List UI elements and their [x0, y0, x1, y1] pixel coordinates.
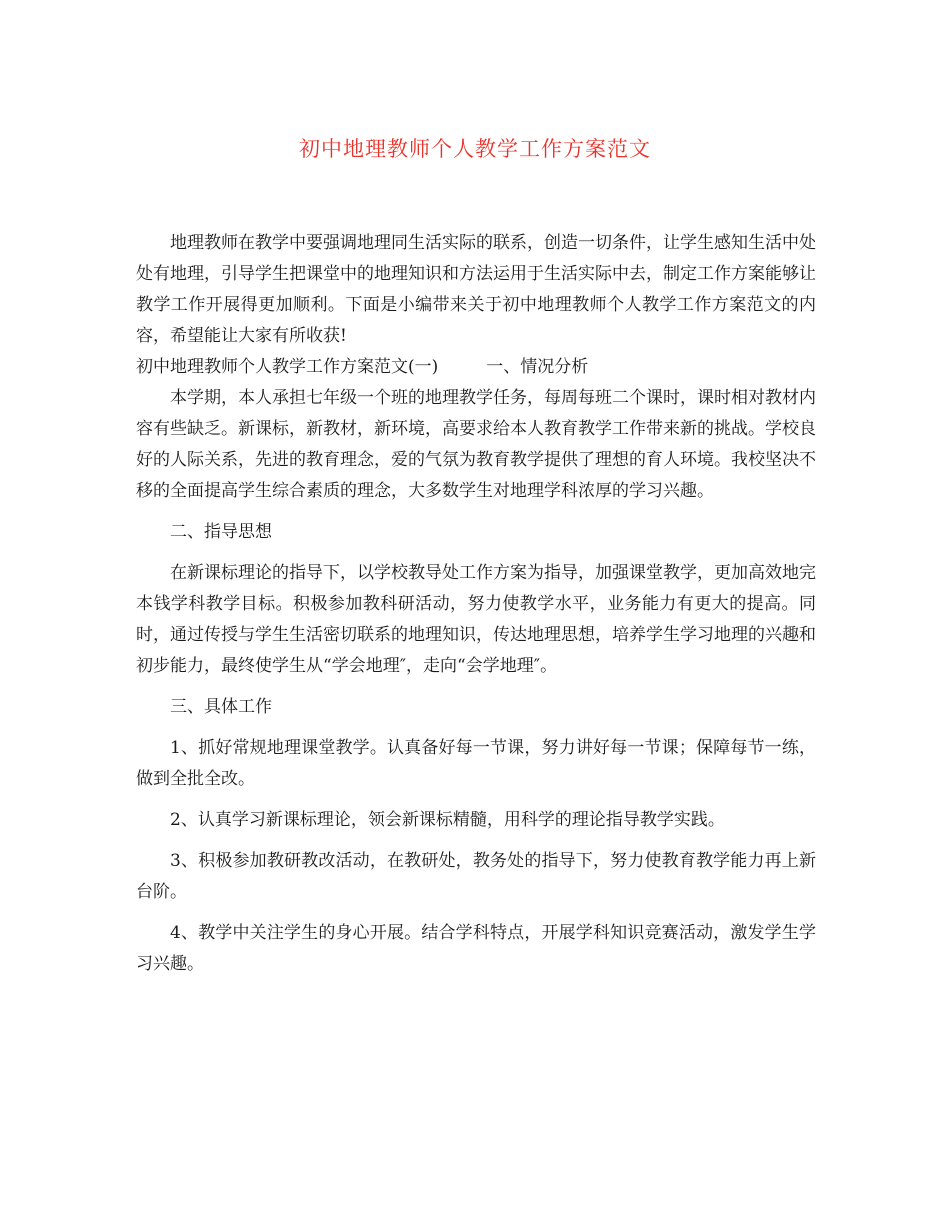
situation-heading: 一、情况分析 — [486, 357, 589, 377]
work-item: 1、抓好常规地理课堂教学。认真备好每一节课，努力讲好每一节课；保障每节一练，做到全批全改。 — [136, 738, 816, 789]
work-item: 4、教学中关注学生的身心开展。结合学科特点，开展学科知识竞赛活动，激发学生学习兴趣。 — [136, 923, 816, 974]
work-item: 3、积极参加教研教改活动，在教研处，教务处的指导下，努力使教育教学能力再上新台阶。 — [136, 851, 816, 902]
guiding-heading: 二、指导思想 — [170, 522, 272, 542]
document-title: 初中地理教师个人教学工作方案范文 — [299, 137, 651, 161]
intro-paragraph: 地理教师在教学中要强调地理同生活实际的联系，创造一切条件，让学生感知生活中处处有地理，引导学生把课堂中的地理知识和方法运用于生活实际中去，制定工作方案能够让教学工作开展得更加顺利。下面是小编带来关于初中地理教师个人教学工作方案范文的内容，希望能让大家有所收获! — [136, 233, 816, 346]
work-item: 2、认真学习新课标理论，领会新课标精髓，用科学的理论指导教学实践。 — [170, 810, 725, 830]
situation-paragraph: 本学期，本人承担七年级一个班的地理教学任务，每周每班二个课时，课时相对教材内容有些缺乏。新课标，新教材，新环境，高要求给本人教育教学工作带来新的挑战。学校良好的人际关系，先进的教育理念，爱的气氛为教育教学提供了理想的育人环境。我校坚决不移的全面提高学生综合素质的理念，大多数学生对地理学科浓厚的学习兴趣。 — [136, 388, 816, 501]
guiding-paragraph: 在新课标理论的指导下，以学校教导处工作方案为指导，加强课堂教学，更加高效地完本钱学科教学目标。积极参加教科研活动，努力使教学水平，业务能力有更大的提高。同时，通过传授与学生生活密切联系的地理知识，传达地理思想，培养学生学习地理的兴趣和初步能力，最终使学生从“学会地理″，走向“会学地理″。 — [136, 563, 816, 676]
work-heading: 三、具体工作 — [170, 697, 272, 717]
section-heading-line — [136, 352, 816, 383]
section-one-heading: 初中地理教师个人教学工作方案范文(一) — [136, 357, 439, 377]
document-body — [136, 228, 816, 980]
